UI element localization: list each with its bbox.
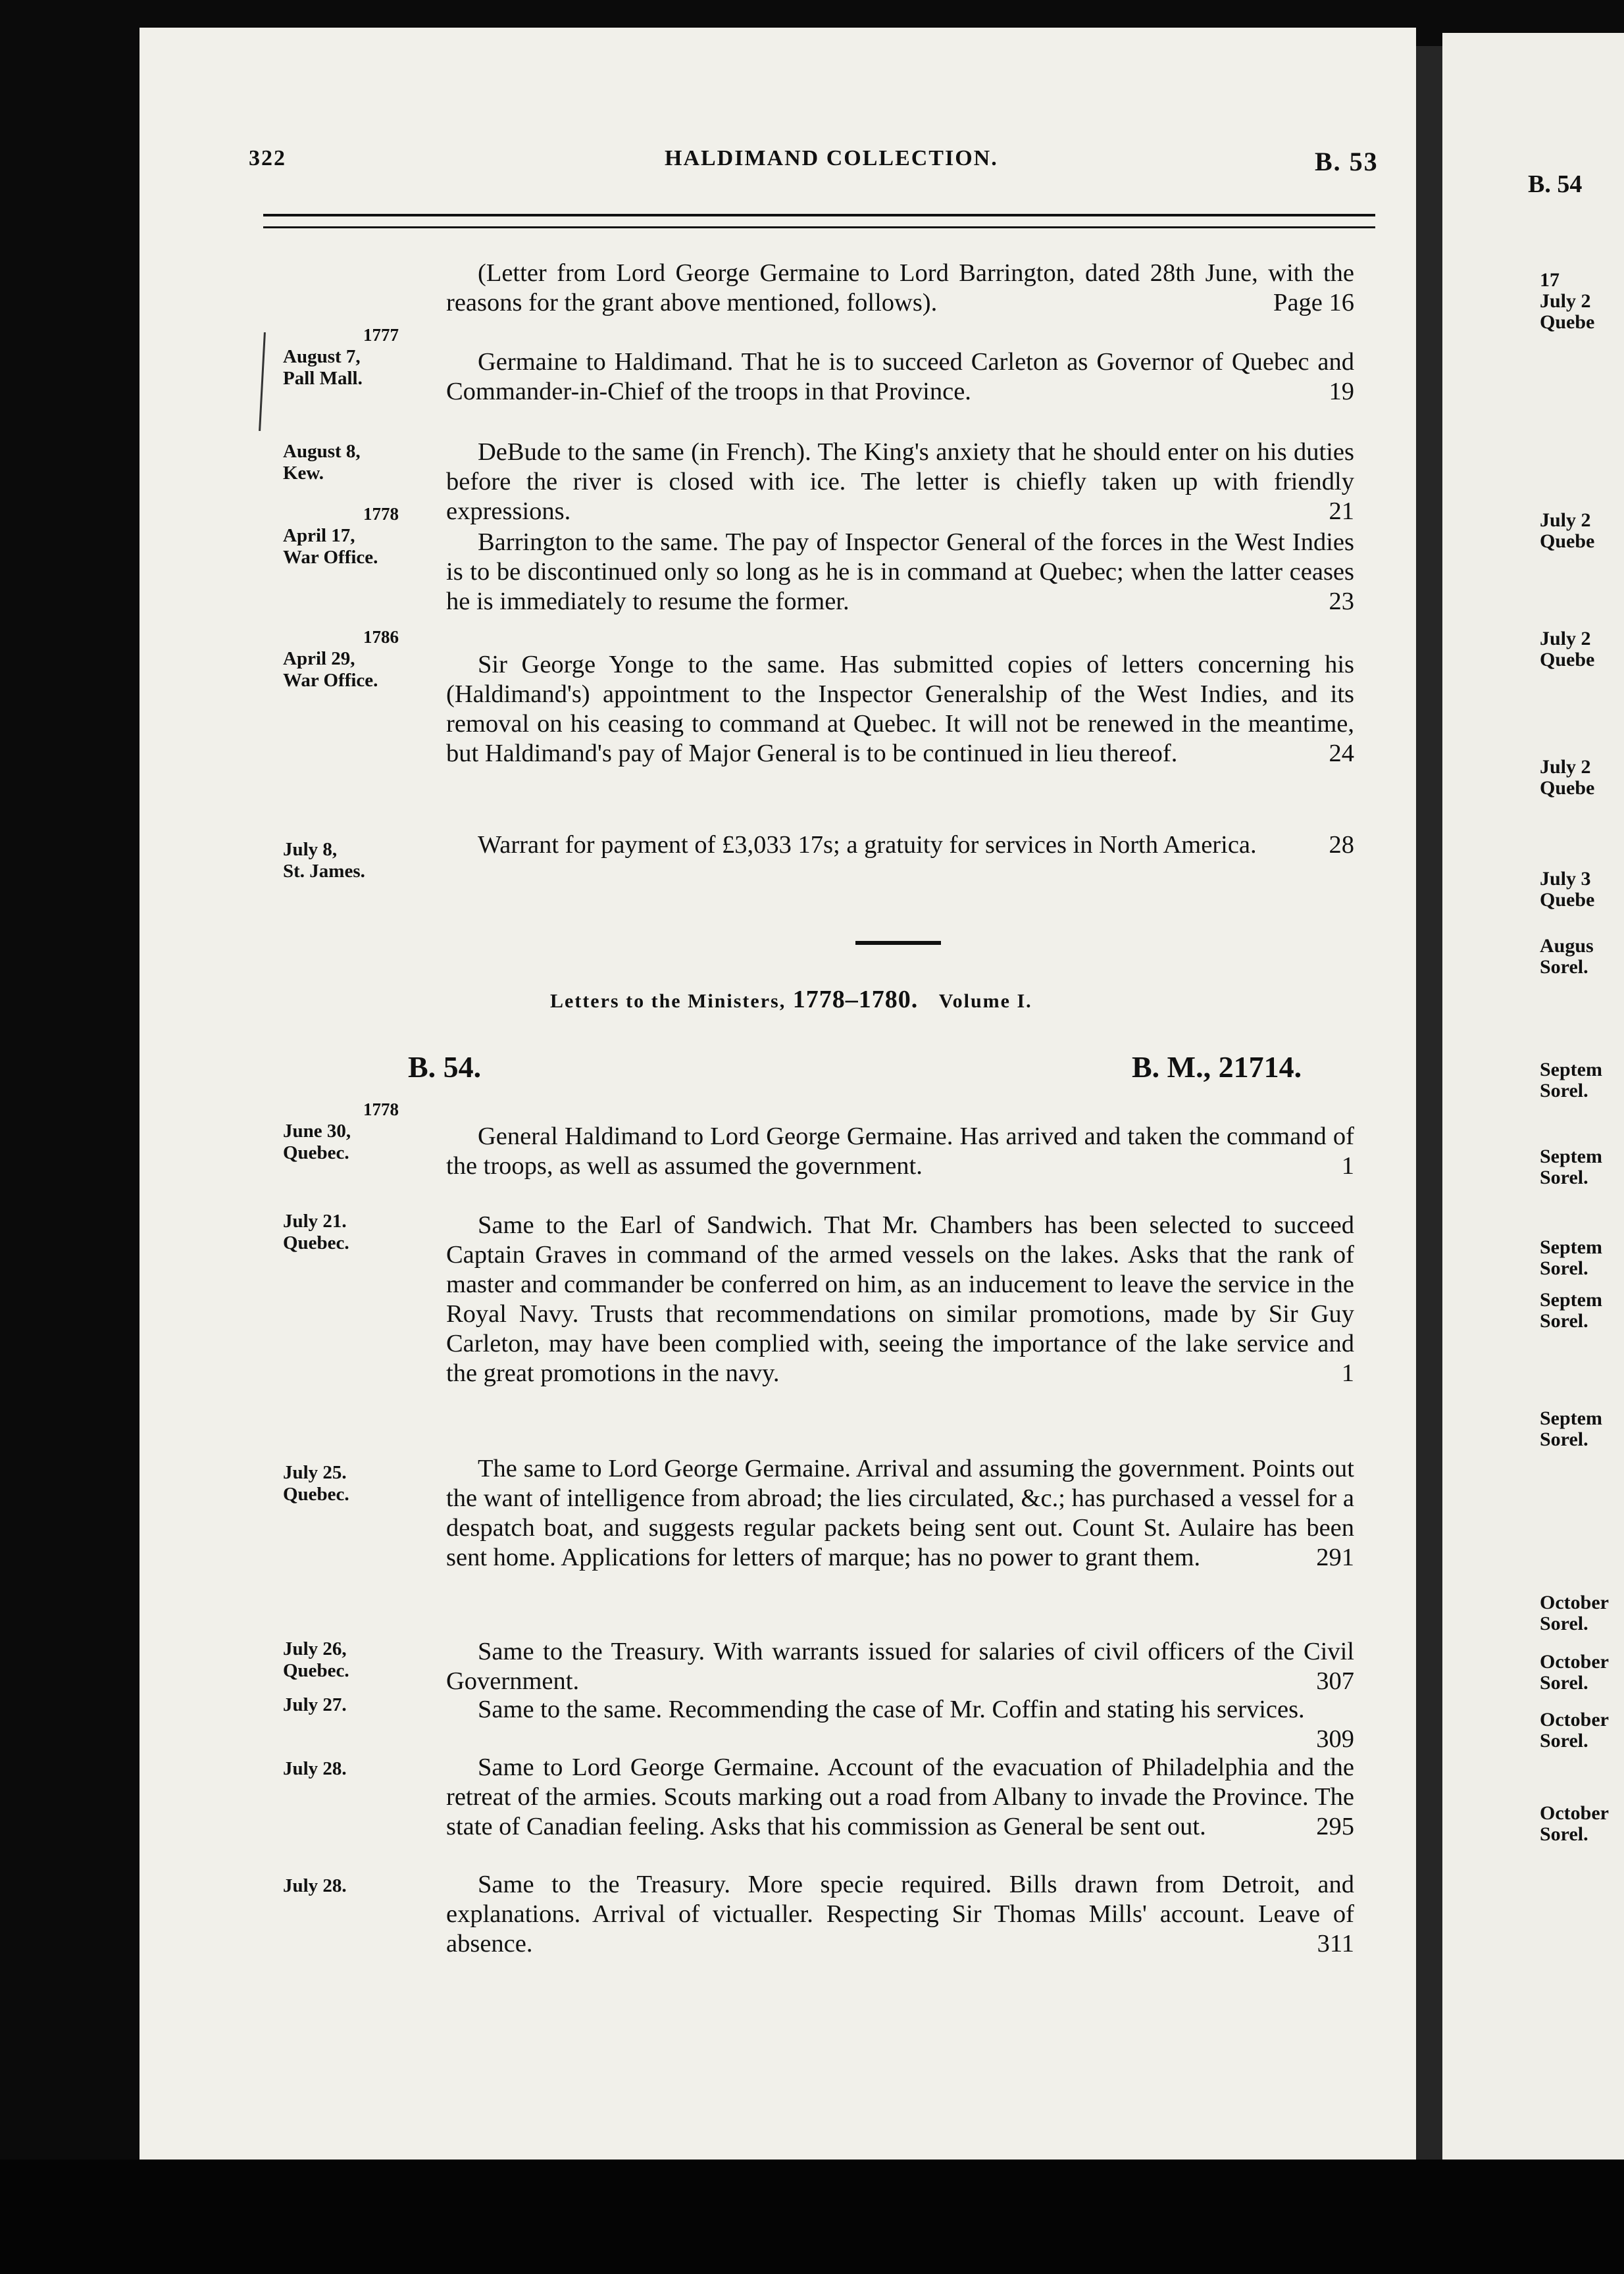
right-page [1442, 33, 1624, 2171]
entry-date: 1778 June 30, Quebec. [283, 1099, 399, 1163]
entry-text: Germaine to Haldimand. That he is to succeed Carleton as Governor of Quebec and Commander-in-Chief of the troops in that Province. 19 [446, 348, 1354, 405]
facing-date: October Sorel. [1540, 1652, 1609, 1694]
scan-border [0, 2160, 1624, 2274]
entry-text: The same to Lord George Germaine. Arrival and assuming the government. Points out the want of intelligence from abroad; the lies circulated, &c.; has purchased a vessel for a despatch boat, and suggests regular packets being sent out. Count St. Aulaire has been sent home. Applications for letters of marque; has no power to grant them. 291 [446, 1455, 1354, 1571]
facing-date: Septem Sorel. [1540, 1408, 1602, 1450]
entry-date: July 28. [283, 1758, 347, 1779]
entry-text: Barrington to the same. The pay of Inspector General of the forces in the West Indies is to be discontinued only so long as he is in command at Quebec; when the latter ceases he is immediately to resume the former. 23 [446, 528, 1354, 615]
facing-date: Septem Sorel. [1540, 1290, 1602, 1332]
facing-date: July 2 Quebe [1540, 757, 1595, 799]
facing-date: October Sorel. [1540, 1592, 1609, 1634]
volume-code-right: B. M., 21714. [1132, 1050, 1302, 1084]
page-number: 322 [249, 146, 286, 170]
section-divider [855, 941, 941, 945]
facing-date: July 2 Quebe [1540, 628, 1595, 670]
entry-date: July 21. Quebec. [283, 1211, 349, 1253]
entry-date: July 28. [283, 1875, 347, 1896]
entry-date: July 26, Quebec. [283, 1638, 349, 1681]
entry-text: Warrant for payment of £3,033 17s; a gratuity for services in North America. 28 [478, 831, 1354, 859]
entry-text: Sir George Yonge to the same. Has submitted copies of letters concerning his (Haldimand's) appointment to the Inspector Generalship of the West Indies, and its removal on his ceasing to command at Quebec. It will not be renewed in the meantime, but Haldimand's pay of Major General is to be continued in lieu thereof. 24 [446, 651, 1354, 767]
facing-date: Septem Sorel. [1540, 1059, 1602, 1101]
entry-text: Same to Lord George Germaine. Account of the evacuation of Philadelphia and the retreat of the armies. Scouts marking out a road from Albany to invade the Province. The state of Canadian feeling. Asks that his commission as General be sent out. 295 [446, 1754, 1354, 1840]
entry-date: July 27. [283, 1694, 347, 1715]
header-rule-top [263, 214, 1375, 216]
entry-date: August 8, Kew. [283, 441, 361, 484]
entry-date: July 8, St. James. [283, 839, 365, 882]
running-title: HALDIMAND COLLECTION. [665, 146, 998, 170]
facing-date: October Sorel. [1540, 1803, 1609, 1845]
entry-text: (Letter from Lord George Germaine to Lord Barrington, dated 28th June, with the reasons for the grant above mentioned, follows). Page 16 [446, 259, 1354, 316]
volume-label: B. 53 [1315, 147, 1379, 176]
entry-text: Same to the same. Recommending the case of Mr. Coffin and stating his services. 309 [478, 1696, 1354, 1753]
facing-date: Septem Sorel. [1540, 1146, 1602, 1188]
facing-date: July 2 Quebe [1540, 510, 1595, 552]
entry-date: 1786 April 29, War Office. [283, 627, 399, 691]
facing-date: July 3 Quebe [1540, 869, 1595, 911]
volume-code-left: B. 54. [408, 1050, 482, 1084]
entry-date: July 25. Quebec. [283, 1462, 349, 1505]
facing-page-header: B. 54 [1528, 170, 1583, 198]
facing-date: 17 July 2 Quebe [1540, 270, 1595, 333]
entry-text: Same to the Earl of Sandwich. That Mr. Chambers has been selected to succeed Captain Graves in command of the armed vessels on the lakes. Asks that the rank of master and commander be conferred on him, as an inducement to leave the service in the Royal Navy. Trusts that recommendations on similar promotions, made by Sir Guy Carleton, may have been complied with, seeing the importance of the lake service and the great promotions in the navy. 1 [446, 1211, 1354, 1387]
entry-text: DeBude to the same (in French). The King's anxiety that he should enter on his duties before the river is closed with ice. The letter is chiefly taken up with friendly expressions. 21 [446, 438, 1354, 525]
facing-date: October Sorel. [1540, 1709, 1609, 1752]
section-title: Letters to the Ministers, 1778–1780. Volume I. [550, 986, 1032, 1013]
entry-text: Same to the Treasury. With warrants issued for salaries of civil officers of the Civil Government. 307 [446, 1638, 1354, 1695]
entry-date: 1778 April 17, War Office. [283, 504, 399, 568]
facing-date: Septem Sorel. [1540, 1237, 1602, 1279]
book-gutter [1416, 46, 1442, 2165]
entry-date: 1777 August 7, Pall Mall. [283, 325, 399, 389]
entry-text: Same to the Treasury. More specie required. Bills drawn from Detroit, and explanations. Arrival of victualler. Respecting Sir Thomas Mills' account. Leave of absence. 311 [446, 1871, 1354, 1958]
entry-text: General Haldimand to Lord George Germaine. Has arrived and taken the command of the troops, as well as assumed the government. 1 [446, 1123, 1354, 1180]
header-rule-bottom [263, 226, 1375, 228]
facing-date: Augus Sorel. [1540, 936, 1594, 978]
